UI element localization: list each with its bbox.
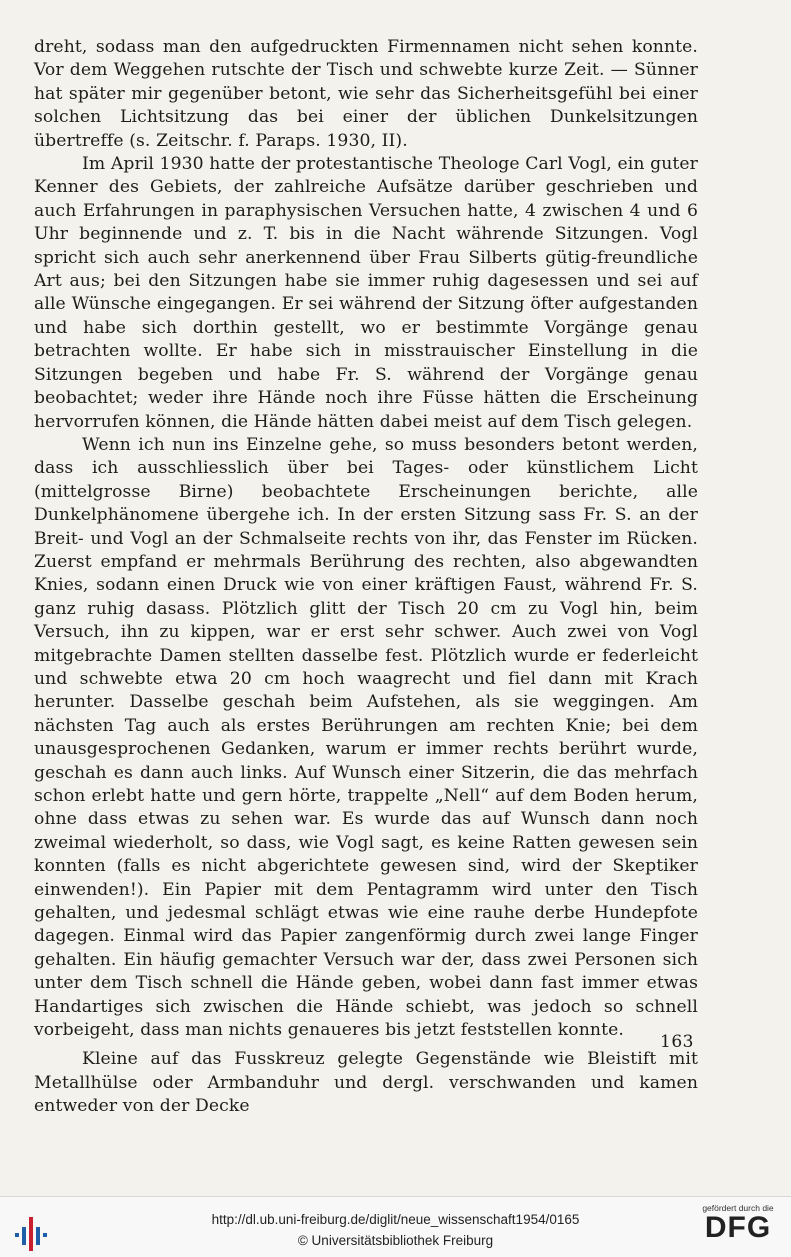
body-text: [34, 36, 698, 1119]
paragraph-3: Wenn ich nun ins Einzelne gehe, so muss besonders betont werden, dass ich ausschliesslich über bei Tages- oder künstlichem Licht (mittelgrosse Birne) beobachtete Erscheinungen berichte, alle Dunkelphänomene übergehe ich. In der ersten Sitzung sass Fr. S. an der Breit- und Vogl an der Schmalseite rechts von ihr, das Fenster im Rücken. Zuerst empfand er mehrmals Berührung des rechten, also abgewandten Knies, sodann einen Druck wie von einer kräftigen Faust, während Fr. S. ganz ruhig dasass. Plötzlich glitt der Tisch 20 cm zu Vogl hin, beim Versuch, ihn zu kippen, war er erst sehr schwer. Auch zwei von Vogl mitgebrachte Damen stellten dasselbe fest. Plötzlich wurde er federleicht und schwebte etwa 20 cm hoch waagrecht und fiel dann mit Krach herunter. Dasselbe geschah beim Aufstehen, als sie weggingen. Am nächsten Tag auch als erstes Berührungen am rechten Knie; bei dem unausgesprochenen Gedanken, warum er immer rechts berührt wurde, geschah es dann auch links. Auf Wunsch einer Sitzerin, die das mehrfach schon erlebt hatte und gern hörte, trappelte „Nell“ auf dem Boden herum, ohne dass etwas zu sehen war. Es wurde das auf Wunsch dann noch zweimal wiederholt, so dass, wie Vogl sagt, es keine Ratten gewesen sein konnten (falls es nicht abgerichtete gewesen sind, wird der Skeptiker einwenden!). Ein Papier mit dem Pentagramm wird unter den Tisch gehalten, und jedesmal schlägt etwas wie eine rauhe derbe Hundepfote dagegen. Einmal wird das Papier zangenförmig durch zwei lange Finger gehalten. Ein häufig gemachter Versuch war der, dass zwei Personen sich unter dem Tisch schnell die Hände geben, wobei dann fast immer etwas Handartiges sich zwischen die Hände schiebt, was jedoch so schnell vorbeigeht, dass man nichts genaueres bis jetzt feststellen konnte.: [34, 434, 698, 1041]
paragraph-4: Kleine auf das Fusskreuz gelegte Gegenstände wie Bleistift mit Metallhülse oder Armbanduhr und dergl. verschwanden und kamen entweder von der Decke: [34, 1049, 698, 1117]
paragraph-1: dreht, sodass man den aufgedruckten Firmennamen nicht sehen konnte. Vor dem Weggehen rutschte der Tisch und schwebte kurze Zeit. — Sünner hat später mir gegenüber betont, wie sehr das Sicherheitsgefühl bei einer solchen Lichtsitzung das bei einer der üblichen Dunkelsitzungen übertreffe (s. Zeitschr. f. Paraps. 1930, II).: [34, 37, 698, 151]
funder-note: gefördert durch die: [702, 1203, 774, 1213]
copyright-notice: © Universitätsbibliothek Freiburg: [297, 1233, 494, 1248]
paragraph-2: Im April 1930 hatte der protestantische Theologe Carl Vogl, ein guter Kenner des Gebiets, der zahlreiche Aufsätze darüber geschrieben und auch Erfahrungen in paraphysischen Versuchen hatte, 4 zwischen 4 und 6 Uhr beginnende und z. T. bis in die Nacht währende Sitzungen. Vogl spricht sich auch sehr anerkennend über Frau Silberts gütig-freundliche Art aus; bei den Sitzungen habe sie immer ruhig dagesessen und sei auf alle Wünsche eingegangen. Er sei während der Sitzung öfter aufgestanden und habe sich dorthin gestellt, wo er bestimmte Vorgänge genau betrachten wollte. Er habe sich in misstrauischer Einstellung in die Sitzungen begeben und habe Fr. S. während der Vorgänge genau beobachtet; weder ihre Hände noch ihre Füsse hätten die Erscheinung hervorrufen können, die Hände hätten dabei meist auf dem Tisch gelegen.: [34, 154, 698, 432]
dfg-logo-text: DFG: [704, 1211, 772, 1244]
dfg-logo: [695, 1203, 781, 1243]
permalink-url[interactable]: http://dl.ub.uni-freiburg.de/diglit/neue_wissenschaft1954/0165: [211, 1212, 580, 1227]
footer-bar: [0, 1196, 791, 1257]
page-number: 163: [660, 1032, 694, 1052]
